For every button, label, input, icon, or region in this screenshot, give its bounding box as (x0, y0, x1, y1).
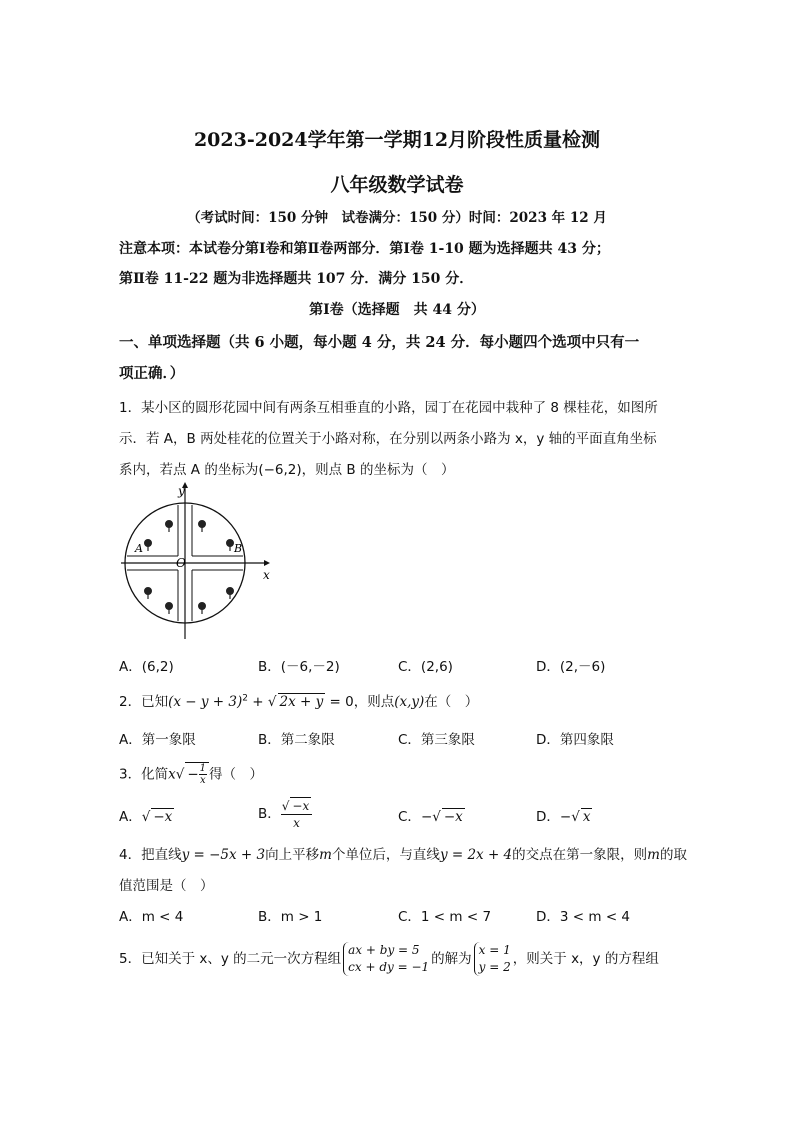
q5-solution: x = 1 y = 2 (474, 942, 511, 976)
q4-text-line-1: 4．把直线y = −5x + 3向上平移m个单位后，与直线y = 2x + 4的交点在第一象限，则m的取 (119, 847, 687, 863)
q2-option-d: D．第四象限 (536, 732, 614, 748)
tree-icon (199, 603, 206, 610)
q2-option-b: B．第二象限 (258, 732, 335, 748)
x-axis-arrow (264, 560, 270, 566)
section-heading-line-2: 项正确．） (119, 365, 185, 382)
tree-icon (227, 588, 234, 595)
tree-icon (145, 540, 152, 547)
q4-option-c: C．1 < m < 7 (398, 909, 492, 925)
garden-diagram (116, 481, 278, 641)
q3-option-b: B． $\frac{√ -x}{x}$ (258, 797, 312, 831)
q2-point: (x,y) (394, 694, 425, 710)
q1-text-line-2: 示．若 A，B 两处桂花的位置关于小路对称，在分别以两条小路为 x，y 轴的平面直角坐标 (119, 431, 657, 447)
exam-info: （考试时间：150 分钟 试卷满分：150 分）时间：2023 年 12 月 (187, 210, 607, 226)
q4-option-a: A．m < 4 (119, 909, 184, 925)
q3-option-c: C．−√ −x (398, 809, 463, 825)
tree-icon (145, 588, 152, 595)
q1-text-line-1: 1．某小区的圆形花园中间有两条互相垂直的小路，园丁在花园中栽种了 8 棵桂花，如图所 (119, 400, 658, 416)
point-b-label: B (234, 542, 243, 555)
q2-suffix: 在（ ） (424, 694, 479, 710)
q2-expr1: (x − y + 3) (168, 694, 243, 710)
q2-text: 2．已知$(x - y + 3)^2$ + √ 2x + y = 0，则点(x,y)在（ ） (119, 693, 479, 710)
q2-mid: = 0，则点 (325, 694, 395, 710)
q2-exponent: 2 (242, 693, 248, 704)
q1-option-b: B．(－6,－2) (258, 659, 340, 675)
q2-option-a: A．第一象限 (119, 732, 196, 748)
part-title: 第Ⅰ卷（选择题 共 44 分） (309, 302, 485, 318)
q2-plus: + (247, 694, 268, 710)
q2-prefix: 2．已知 (119, 694, 169, 710)
q3-x: x (168, 766, 176, 783)
exam-title: 2023-2024学年第一学期12月阶段性质量检测 (193, 129, 601, 151)
q2-option-c: C．第三象限 (398, 732, 475, 748)
notice-line-1: 注意本项：本试卷分第Ⅰ卷和第Ⅱ卷两部分．第Ⅰ卷 1-10 题为选择题共 43 分； (119, 241, 610, 257)
q4-option-d: D．3 < m < 4 (536, 909, 631, 925)
q1-option-d: D．(2,－6) (536, 659, 606, 675)
q3-text: 3．化简x√ − $\frac{1}{x}$ 得（ ） (119, 763, 264, 786)
tree-icon (199, 521, 206, 528)
point-a-label: A (135, 542, 143, 555)
q2-sqrt-expr: 2x + y (279, 694, 324, 710)
q5-system: ax + by = 5 cx + dy = −1 (343, 942, 429, 976)
q1-option-a: A．(6,2) (119, 659, 174, 675)
q1-text-line-3: 系内，若点 A 的坐标为(−6,2)，则点 B 的坐标为（ ） (119, 462, 455, 478)
garden-figure (116, 481, 278, 641)
x-axis-label: x (263, 568, 270, 582)
q3-option-d: D．−√ x (536, 809, 591, 825)
exam-subtitle: 八年级数学试卷 (330, 174, 464, 196)
notice-line-2: 第Ⅱ卷 11-22 题为非选择题共 107 分．满分 150 分． (119, 271, 474, 287)
tree-icon (227, 540, 234, 547)
q5-text: 5．已知关于 x、y 的二元一次方程组 ax + by = 5 cx + dy = −1 的解为 x = 1 y = 2 ，则关于 x，y 的方程组 (119, 943, 659, 974)
tree-icon (166, 603, 173, 610)
q4-option-b: B．m > 1 (258, 909, 323, 925)
q3-suffix: 得（ ） (209, 766, 264, 783)
q3-radicand: − $\frac{1}{x}$ (185, 762, 209, 786)
origin-label: O (176, 556, 186, 570)
tree-icons (145, 521, 234, 615)
q3-option-a: A．√ −x (119, 809, 173, 825)
tree-icon (166, 521, 173, 528)
y-axis-label: y (178, 484, 185, 498)
q3-prefix: 3．化简 (119, 766, 169, 783)
section-heading-line-1: 一、单项选择题（共 6 小题，每小题 4 分，共 24 分．每小题四个选项中只有一 (119, 334, 640, 351)
q4-text-line-2: 值范围是（ ） (119, 878, 214, 894)
q1-option-c: C．(2,6) (398, 659, 453, 675)
